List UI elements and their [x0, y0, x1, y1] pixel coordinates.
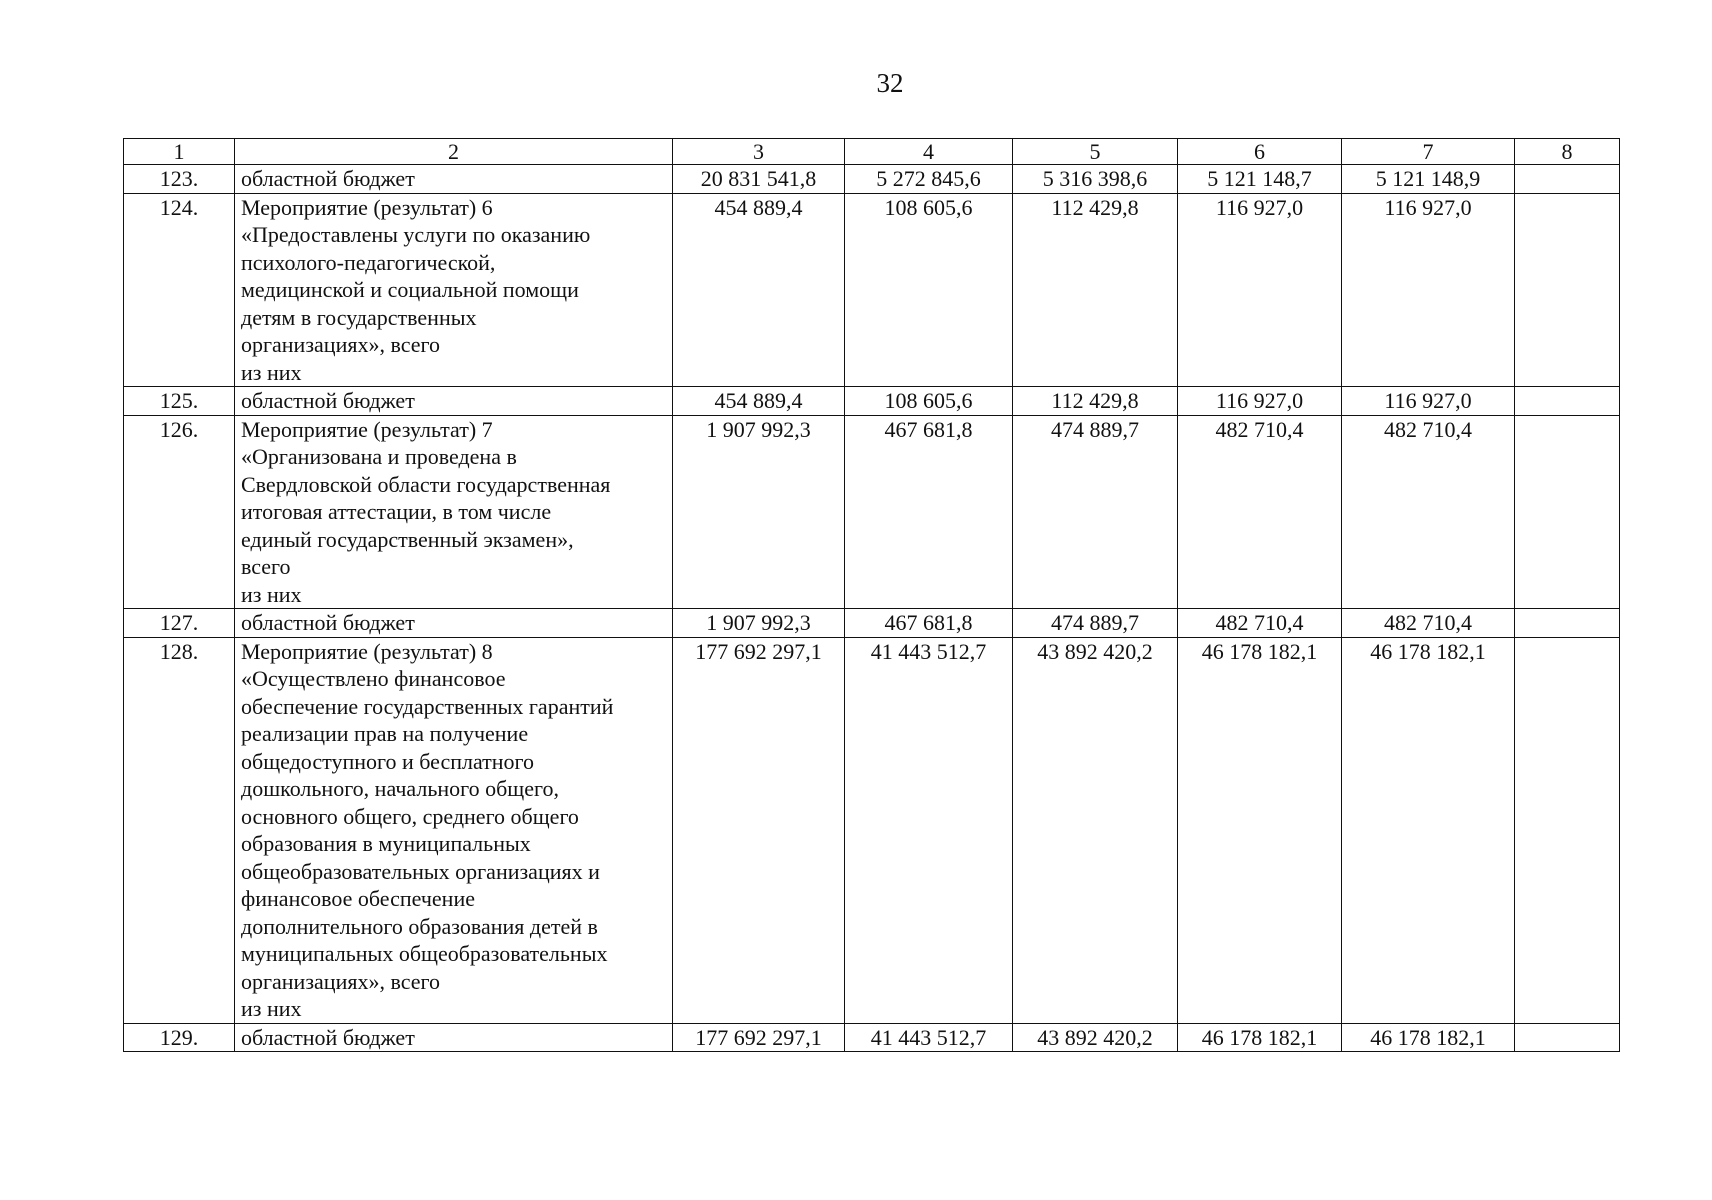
row-name-line: детям в государственных — [241, 304, 477, 330]
row-number: 128. — [124, 637, 235, 1023]
value-col-7: 116 927,0 — [1342, 387, 1515, 416]
col-header-6: 6 — [1178, 139, 1342, 165]
value-col-7: 116 927,0 — [1342, 193, 1515, 387]
value-col-8 — [1515, 415, 1620, 609]
row-name-line: областной бюджет — [241, 166, 415, 191]
page-number: 32 — [876, 68, 904, 98]
table-row — [124, 165, 1620, 194]
col-header-3: 3 — [673, 139, 845, 165]
value-col-7: 482 710,4 — [1342, 415, 1515, 609]
row-name — [235, 387, 673, 416]
row-name-line: психолого-педагогической, — [241, 249, 496, 275]
value-col-4: 5 272 845,6 — [845, 165, 1013, 194]
col-header-2: 2 — [235, 139, 673, 165]
value-col-3: 177 692 297,1 — [673, 637, 845, 1023]
col-header-8: 8 — [1515, 139, 1620, 165]
value-col-6: 482 710,4 — [1178, 609, 1342, 638]
row-number: 127. — [124, 609, 235, 638]
col-header-1: 1 — [124, 139, 235, 165]
row-name-line: общедоступного и бесплатного — [241, 748, 535, 774]
value-col-6: 116 927,0 — [1178, 387, 1342, 416]
row-number: 123. — [124, 165, 235, 194]
row-name — [235, 1023, 673, 1052]
row-name-line: из них — [241, 996, 302, 1021]
row-name-line: общеобразовательных организациях и — [241, 858, 600, 884]
value-col-4: 108 605,6 — [845, 193, 1013, 387]
value-col-5: 474 889,7 — [1013, 415, 1178, 609]
value-col-8 — [1515, 1023, 1620, 1052]
row-name-line: из них — [241, 359, 302, 385]
row-name-line: областной бюджет — [241, 610, 415, 635]
value-col-7: 5 121 148,9 — [1342, 165, 1515, 194]
row-name — [235, 609, 673, 638]
col-header-5: 5 — [1013, 139, 1178, 165]
value-col-4: 467 681,8 — [845, 609, 1013, 638]
value-col-8 — [1515, 165, 1620, 194]
row-name-line: медицинской и социальной помощи — [241, 277, 579, 302]
value-col-6: 5 121 148,7 — [1178, 165, 1342, 194]
row-name-line: муниципальных общеобразовательных — [241, 941, 608, 966]
value-col-4: 41 443 512,7 — [845, 1023, 1013, 1052]
row-number: 125. — [124, 387, 235, 416]
value-col-7: 482 710,4 — [1342, 609, 1515, 638]
value-col-6: 46 178 182,1 — [1178, 1023, 1342, 1052]
value-col-4: 467 681,8 — [845, 415, 1013, 609]
row-name-line: итоговая аттестации, в том числе — [241, 499, 552, 524]
row-name — [235, 637, 673, 1023]
value-col-8 — [1515, 637, 1620, 1023]
row-name-line: организациях», всего — [241, 332, 440, 357]
row-name-line: организациях», всего — [241, 968, 440, 994]
value-col-6: 46 178 182,1 — [1178, 637, 1342, 1023]
table-row — [124, 387, 1620, 416]
row-name-line: Мероприятие (результат) 6 — [241, 194, 493, 220]
row-name — [235, 415, 673, 609]
value-col-3: 177 692 297,1 — [673, 1023, 845, 1052]
value-col-7: 46 178 182,1 — [1342, 637, 1515, 1023]
value-col-4: 108 605,6 — [845, 387, 1013, 416]
budget-table — [123, 138, 1620, 1052]
table-row — [124, 1023, 1620, 1052]
value-col-8 — [1515, 609, 1620, 638]
value-col-5: 43 892 420,2 — [1013, 1023, 1178, 1052]
value-col-6: 116 927,0 — [1178, 193, 1342, 387]
row-name-line: Свердловской области государственная — [241, 471, 611, 497]
row-number: 126. — [124, 415, 235, 609]
row-name-line: «Предоставлены услуги по оказанию — [241, 222, 591, 247]
value-col-8 — [1515, 193, 1620, 387]
row-name-line: областной бюджет — [241, 1024, 415, 1050]
table-row — [124, 193, 1620, 387]
row-name-line: «Осуществлено финансовое — [241, 666, 506, 691]
row-name — [235, 193, 673, 387]
row-number: 124. — [124, 193, 235, 387]
row-name-line: Мероприятие (результат) 7 — [241, 416, 493, 442]
value-col-3: 454 889,4 — [673, 387, 845, 416]
value-col-5: 5 316 398,6 — [1013, 165, 1178, 194]
value-col-5: 112 429,8 — [1013, 193, 1178, 387]
row-name-line: областной бюджет — [241, 388, 415, 413]
row-name-line: единый государственный экзамен», — [241, 526, 574, 552]
row-number: 129. — [124, 1023, 235, 1052]
col-header-7: 7 — [1342, 139, 1515, 165]
table-row — [124, 609, 1620, 638]
row-name-line: Мероприятие (результат) 8 — [241, 638, 493, 664]
row-name-line: реализации прав на получение — [241, 721, 529, 746]
value-col-7: 46 178 182,1 — [1342, 1023, 1515, 1052]
value-col-3: 20 831 541,8 — [673, 165, 845, 194]
value-col-5: 474 889,7 — [1013, 609, 1178, 638]
value-col-3: 1 907 992,3 — [673, 609, 845, 638]
value-col-3: 1 907 992,3 — [673, 415, 845, 609]
row-name-line: обеспечение государственных гарантий — [241, 693, 614, 719]
row-name-line: «Организована и проведена в — [241, 444, 517, 469]
value-col-8 — [1515, 387, 1620, 416]
row-name-line: дополнительного образования детей в — [241, 913, 598, 939]
value-col-4: 41 443 512,7 — [845, 637, 1013, 1023]
value-col-5: 43 892 420,2 — [1013, 637, 1178, 1023]
row-name — [235, 165, 673, 194]
col-header-4: 4 — [845, 139, 1013, 165]
row-name-line: из них — [241, 581, 302, 607]
row-name-line: дошкольного, начального общего, — [241, 776, 559, 801]
row-name-line: всего — [241, 554, 291, 579]
value-col-6: 482 710,4 — [1178, 415, 1342, 609]
row-name-line: образования в муниципальных — [241, 831, 531, 856]
row-name-line: финансовое обеспечение — [241, 886, 475, 911]
table-row — [124, 415, 1620, 609]
value-col-5: 112 429,8 — [1013, 387, 1178, 416]
value-col-3: 454 889,4 — [673, 193, 845, 387]
table-row — [124, 637, 1620, 1023]
row-name-line: основного общего, среднего общего — [241, 803, 579, 829]
header-row — [124, 139, 1620, 165]
